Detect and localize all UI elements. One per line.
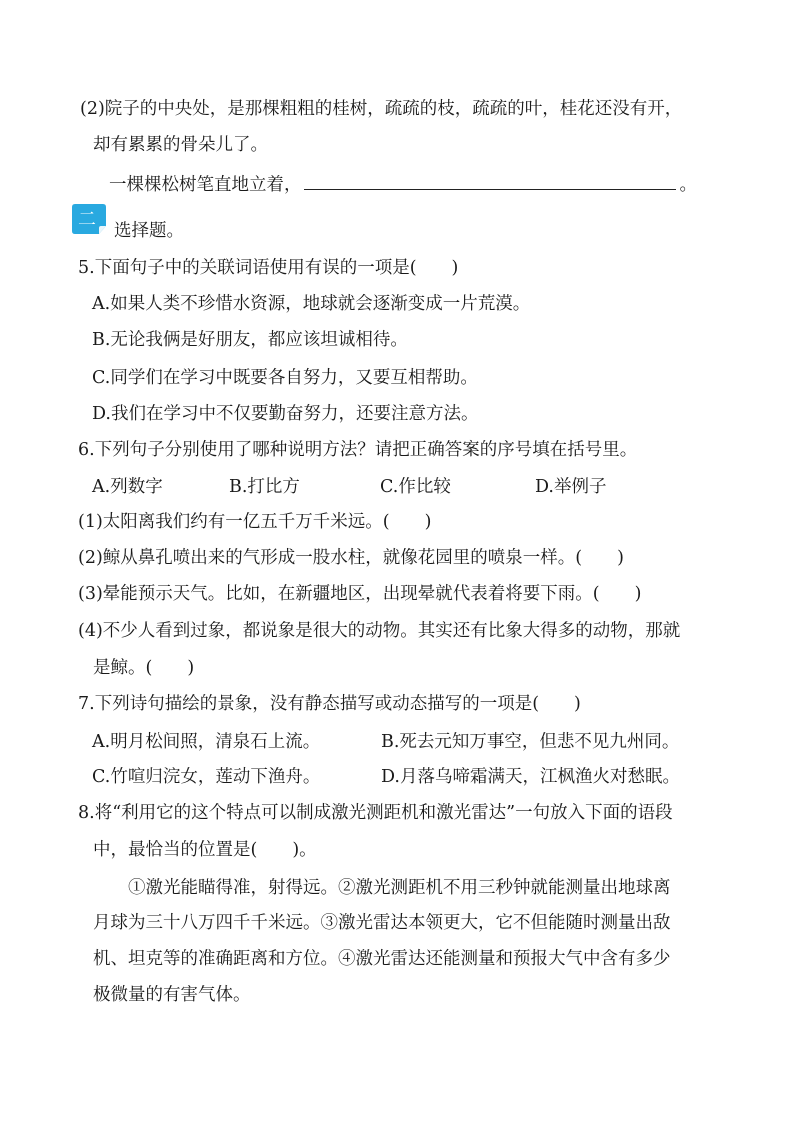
- q7-stem: 7.下列诗句描绘的景象，没有静态描写或动态描写的一项是( ): [78, 694, 581, 714]
- q6-choice-b: B.打比方: [229, 477, 300, 497]
- q6-stem: 6.下列句子分别使用了哪种说明方法？请把正确答案的序号填在括号里。: [78, 440, 638, 460]
- q6-item-3: (3)晕能预示天气。比如，在新疆地区，出现晕就代表着将要下雨。( ): [78, 584, 642, 604]
- q5-stem: 5.下面句子中的关联词语使用有误的一项是( ): [78, 258, 459, 278]
- q8-paragraph-line2: 月球为三十八万四千千米远。③激光雷达本领更大，它不但能随时测量出敌: [93, 913, 671, 933]
- q8-stem-line2: 中，最恰当的位置是( )。: [93, 840, 317, 860]
- q-prev-item2-line2: 却有累累的骨朵儿了。: [93, 135, 268, 155]
- q5-option-c[interactable]: C.同学们在学习中既要各自努力，又要互相帮助。: [92, 368, 478, 388]
- q8-paragraph-line1: ①激光能瞄得准，射得远。②激光测距机不用三秒钟就能测量出地球离: [128, 878, 671, 898]
- q8-paragraph-line3: 机、坦克等的准确距离和方位。④激光雷达还能测量和预报大气中含有多少: [93, 949, 671, 969]
- q6-choice-a: A.列数字: [92, 477, 163, 497]
- q6-item-4-line1: (4)不少人看到过象，都说象是很大的动物。其实还有比象大得多的动物，那就: [78, 621, 681, 641]
- q8-stem-line1: 8.将“利用它的这个特点可以制成激光测距机和激光雷达”一句放入下面的语段: [78, 803, 673, 823]
- q7-option-b[interactable]: B.死去元知万事空，但悲不见九州同。: [381, 732, 680, 752]
- q6-choice-c: C.作比较: [380, 477, 451, 497]
- q6-item-2: (2)鲸从鼻孔喷出来的气形成一股水柱，就像花园里的喷泉一样。( ): [78, 548, 624, 568]
- q8-paragraph-line4: 极微量的有害气体。: [93, 985, 251, 1005]
- q5-option-d[interactable]: D.我们在学习中不仅要勤奋努力，还要注意方法。: [92, 404, 479, 424]
- q6-item-1: (1)太阳离我们约有一亿五千万千米远。( ): [78, 512, 432, 532]
- q7-option-c[interactable]: C.竹喧归浣女，莲动下渔舟。: [92, 767, 321, 787]
- q-prev-item2-prefix: 一棵棵松树笔直地立着，: [109, 175, 302, 195]
- q7-option-d[interactable]: D.月落乌啼霜满天，江枫渔火对愁眠。: [381, 767, 680, 787]
- q5-option-b[interactable]: B.无论我俩是好朋友，都应该坦诚相待。: [92, 330, 408, 350]
- section-title: 选择题。: [114, 221, 184, 241]
- q6-item-4-line2: 是鲸。( ): [93, 658, 195, 678]
- q-prev-item2-line3: [109, 171, 697, 197]
- answer-blank[interactable]: [304, 171, 676, 190]
- q7-option-a[interactable]: A.明月松间照，清泉石上流。: [92, 732, 321, 752]
- q5-option-a[interactable]: A.如果人类不珍惜水资源，地球就会逐渐变成一片荒漠。: [92, 294, 531, 314]
- section-number: 二: [78, 209, 96, 230]
- q-prev-item2-suffix: 。: [679, 175, 697, 195]
- section-number-badge: [72, 204, 106, 234]
- q-prev-item2-line1: (2)院子的中央处，是那棵粗粗的桂树，疏疏的枝，疏疏的叶，桂花还没有开，: [80, 99, 683, 119]
- q6-choice-d: D.举例子: [535, 477, 607, 497]
